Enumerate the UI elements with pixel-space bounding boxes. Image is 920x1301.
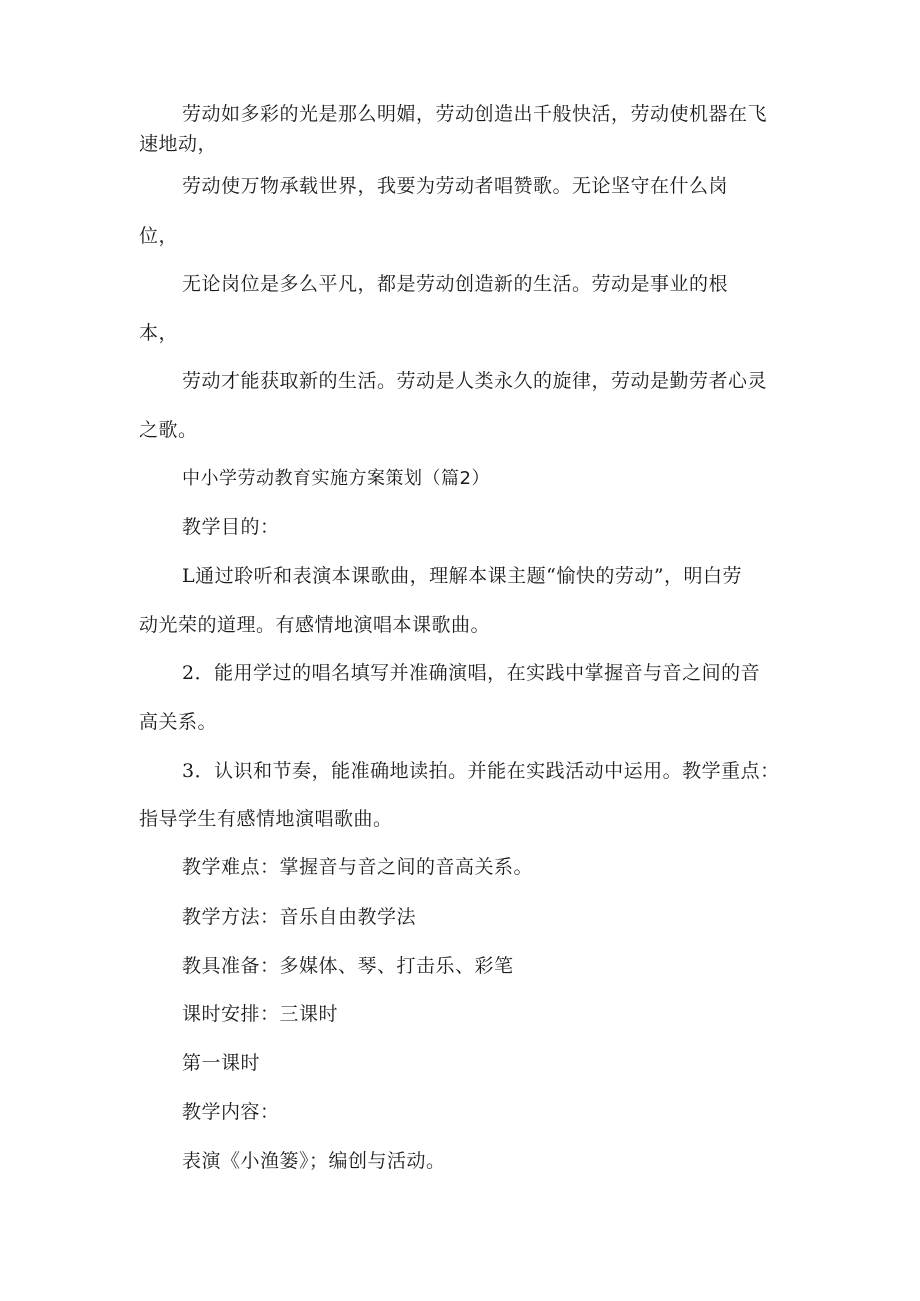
goal-2-cont: 高关系。 bbox=[139, 711, 218, 733]
goal-2: 2．能用学过的唱名填写并准确演唱，在实践中掌握音与音之间的音 bbox=[182, 662, 761, 684]
teaching-goals-label: 教学目的： bbox=[182, 516, 280, 538]
poem-line-3-cont: 本， bbox=[139, 322, 179, 344]
goal-3: 3．认识和节奏，能准确地读拍。并能在实践活动中运用。教学重点： bbox=[182, 760, 780, 782]
teaching-content: 表演《小渔篓》；编创与活动。 bbox=[182, 1150, 446, 1172]
teaching-content-label: 教学内容： bbox=[182, 1101, 280, 1123]
poem-line-4-cont: 之歌。 bbox=[139, 419, 198, 441]
poem-line-2: 劳动使万物承载世界，我要为劳动者唱赞歌。无论坚守在什么岗 bbox=[182, 175, 729, 197]
goal-3-cont: 指导学生有感情地演唱歌曲。 bbox=[139, 808, 393, 830]
first-lesson-title: 第一课时 bbox=[182, 1052, 261, 1074]
poem-line-1-cont: 速地动， bbox=[139, 133, 218, 155]
lesson-schedule: 课时安排：三课时 bbox=[182, 1003, 339, 1025]
goal-1: L通过聆听和表演本课歌曲，理解本课主题“愉快的劳动”，明白劳 bbox=[182, 565, 743, 587]
teaching-method: 教学方法：音乐自由教学法 bbox=[182, 906, 417, 928]
poem-line-1: 劳动如多彩的光是那么明媚，劳动创造出千般快活，劳动使机器在飞 bbox=[182, 103, 768, 125]
poem-line-4: 劳动才能获取新的生活。劳动是人类永久的旋律，劳动是勤劳者心灵 bbox=[182, 370, 768, 392]
poem-line-2-cont: 位， bbox=[139, 225, 179, 247]
goal-1-cont: 动光荣的道理。有感情地演唱本课歌曲。 bbox=[139, 614, 491, 636]
poem-line-3: 无论岗位是多么平凡，都是劳动创造新的生活。劳动是事业的根 bbox=[182, 273, 729, 295]
section-heading: 中小学劳动教育实施方案策划（篇2） bbox=[182, 468, 490, 489]
teaching-difficulty: 教学难点：掌握音与音之间的音高关系。 bbox=[182, 856, 534, 878]
teaching-tools: 教具准备：多媒体、琴、打击乐、彩笔 bbox=[182, 955, 514, 977]
